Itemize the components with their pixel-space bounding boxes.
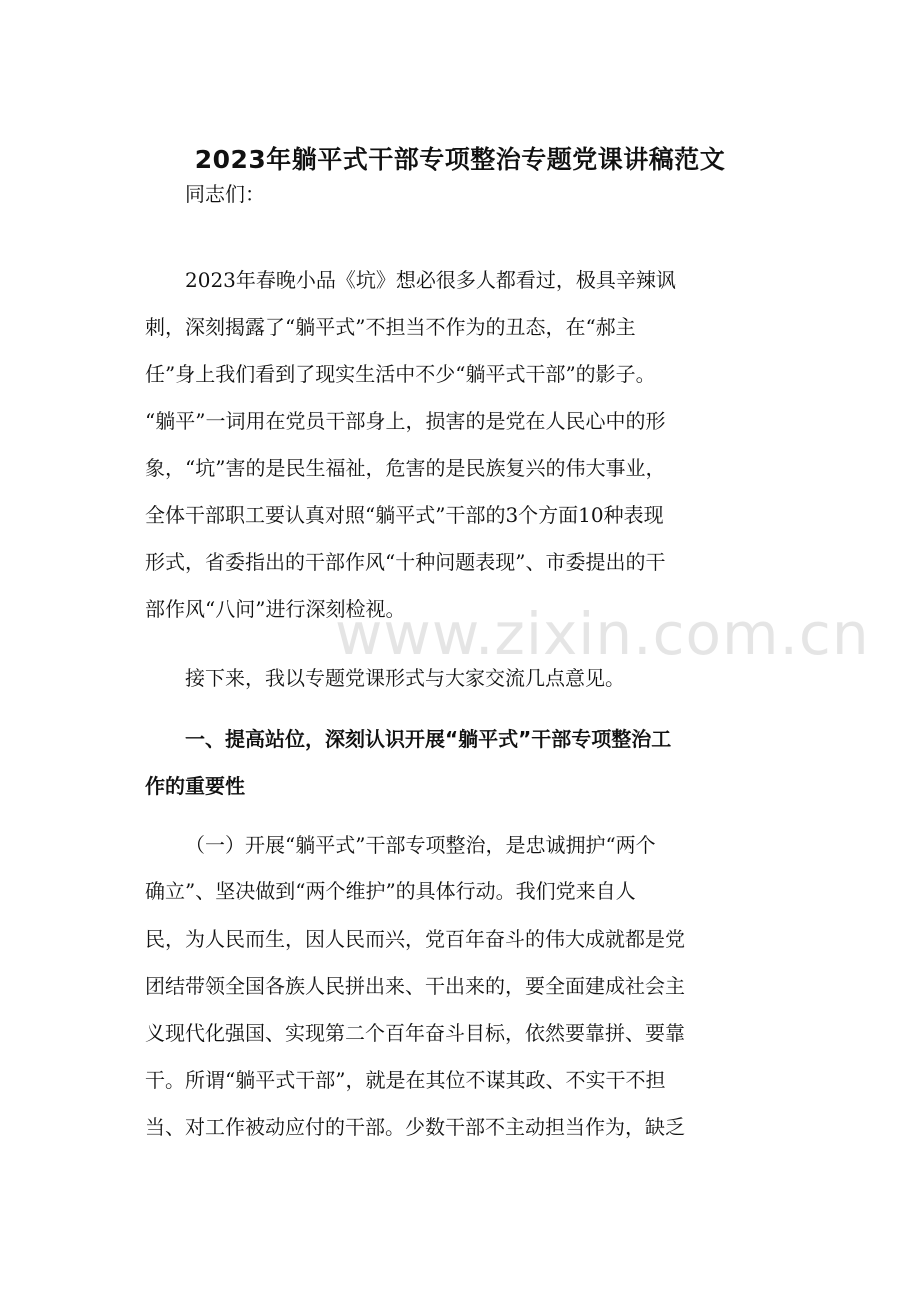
paragraph-line: 刺，深刻揭露了“躺平式”不担当不作为的丑态，在“郝主 [145, 315, 636, 339]
paragraph-transition: 接下来，我以专题党课形式与大家交流几点意见。 [185, 666, 625, 690]
paragraph-line: 2023年春晚小品《坑》想必很多人都看过，极具辛辣讽 [185, 268, 676, 292]
document-title: 2023年躺平式干部专项整治专题党课讲稿范文 [194, 145, 726, 174]
heading-line: 一、提高站位，深刻认识开展“躺平式”干部专项整治工 [185, 727, 672, 751]
paragraph-line: “躺平”一词用在党员干部身上，损害的是党在人民心中的形 [145, 409, 666, 433]
paragraph-line: 义现代化强国、实现第二个百年奋斗目标，依然要靠拼、要靠 [145, 1021, 685, 1045]
paragraph-line: 民，为人民而生，因人民而兴，党百年奋斗的伟大成就都是党 [145, 927, 685, 951]
paragraph-line: 全体干部职工要认真对照“躺平式”干部的3个方面10种表现 [145, 503, 664, 527]
paragraph-line: 象，“坑”害的是民生福祉，危害的是民族复兴的伟大事业， [145, 456, 666, 480]
paragraph-line: 确立”、坚决做到“两个维护”的具体行动。我们党来自人 [145, 879, 636, 903]
paragraph-line: 部作风“八问”进行深刻检视。 [145, 597, 406, 621]
paragraph-line: （一）开展“躺平式”干部专项整治，是忠诚拥护“两个 [185, 833, 656, 857]
salutation: 同志们： [185, 182, 265, 206]
paragraph-line: 形式，省委指出的干部作风“十种问题表现”、市委提出的干 [145, 550, 666, 574]
watermark: www.zixin.com.cn [335, 600, 870, 668]
paragraph-line: 任”身上我们看到了现实生活中不少“躺平式干部”的影子。 [145, 362, 656, 386]
heading-line: 作的重要性 [145, 774, 245, 798]
paragraph-line: 干。所谓“躺平式干部”，就是在其位不谋其政、不实干不担 [145, 1068, 666, 1092]
paragraph-line: 团结带领全国各族人民拼出来、干出来的，要全面建成社会主 [145, 974, 685, 998]
paragraph-line: 当、对工作被动应付的干部。少数干部不主动担当作为，缺乏 [145, 1115, 685, 1139]
